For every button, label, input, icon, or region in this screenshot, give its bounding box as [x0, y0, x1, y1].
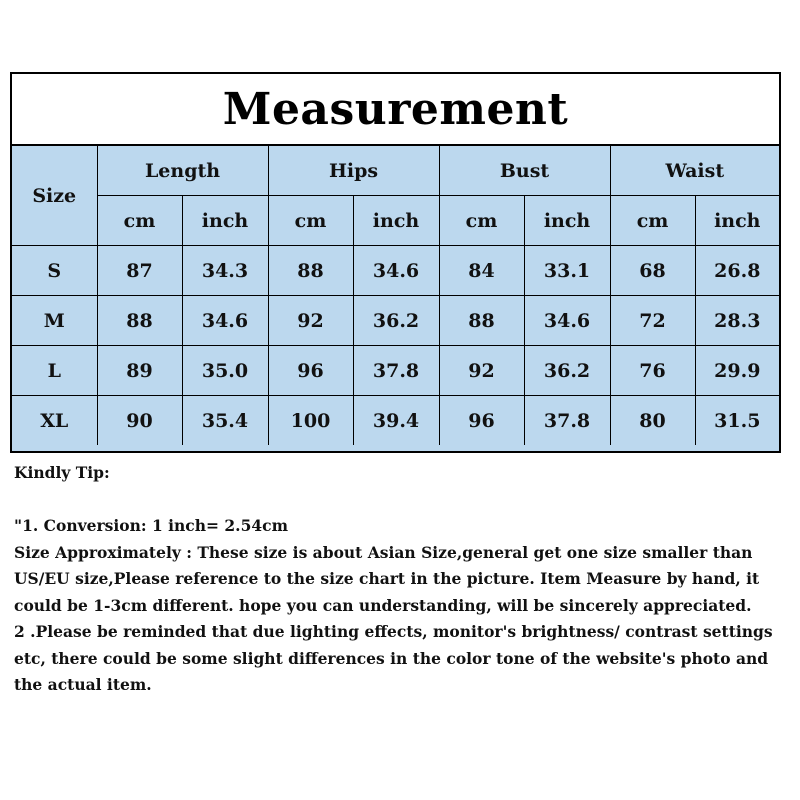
- table-cell: 36.2: [524, 346, 610, 396]
- group-header-waist: Waist: [610, 146, 779, 196]
- table-row: [12, 396, 779, 446]
- table-cell: 80: [610, 396, 695, 446]
- table-row: [12, 246, 779, 296]
- unit-header: inch: [524, 196, 610, 246]
- size-cell: XL: [12, 396, 97, 446]
- size-chart: [10, 72, 781, 453]
- table-cell: 31.5: [695, 396, 779, 446]
- table-cell: 28.3: [695, 296, 779, 346]
- table-cell: 100: [268, 396, 353, 446]
- table-cell: 37.8: [524, 396, 610, 446]
- group-header-row: [12, 146, 779, 196]
- table-cell: 34.6: [353, 246, 439, 296]
- table-cell: 76: [610, 346, 695, 396]
- measurement-table: [12, 146, 779, 445]
- unit-header: inch: [182, 196, 268, 246]
- group-header-hips: Hips: [268, 146, 439, 196]
- table-cell: 96: [268, 346, 353, 396]
- unit-header: cm: [439, 196, 524, 246]
- size-cell: M: [12, 296, 97, 346]
- table-row: [12, 346, 779, 396]
- table-cell: 72: [610, 296, 695, 346]
- table-cell: 34.3: [182, 246, 268, 296]
- kindly-tip: [14, 460, 784, 699]
- table-cell: 92: [439, 346, 524, 396]
- size-header: Size: [12, 146, 97, 246]
- table-cell: 33.1: [524, 246, 610, 296]
- table-cell: 96: [439, 396, 524, 446]
- table-cell: 29.9: [695, 346, 779, 396]
- unit-header: cm: [610, 196, 695, 246]
- table-cell: 37.8: [353, 346, 439, 396]
- table-cell: 90: [97, 396, 182, 446]
- table-cell: 84: [439, 246, 524, 296]
- table-cell: 88: [439, 296, 524, 346]
- table-cell: 88: [268, 246, 353, 296]
- table-cell: 35.4: [182, 396, 268, 446]
- table-cell: 92: [268, 296, 353, 346]
- table-cell: 68: [610, 246, 695, 296]
- group-header-bust: Bust: [439, 146, 610, 196]
- unit-header: inch: [695, 196, 779, 246]
- table-cell: 35.0: [182, 346, 268, 396]
- tip-heading: Kindly Tip:: [14, 463, 110, 482]
- table-cell: 88: [97, 296, 182, 346]
- table-cell: 87: [97, 246, 182, 296]
- group-header-length: Length: [97, 146, 268, 196]
- table-cell: 34.6: [182, 296, 268, 346]
- tip-color-note: 2 .Please be reminded that due lighting effects, monitor's brightness/ contrast settings etc, there could be some slight differences in the color tone of the website's photo and the actual item.: [14, 622, 773, 694]
- size-cell: S: [12, 246, 97, 296]
- table-cell: 34.6: [524, 296, 610, 346]
- unit-header: cm: [97, 196, 182, 246]
- unit-header-row: [12, 196, 779, 246]
- table-row: [12, 296, 779, 346]
- table-cell: 89: [97, 346, 182, 396]
- tip-spacer: [14, 487, 784, 514]
- table-cell: 26.8: [695, 246, 779, 296]
- tip-size-approximately: Size Approximately : These size is about Asian Size,general get one size smaller than US/EU size,Please reference to the size chart in the picture. Item Measure by hand, it could be 1-3cm different. hope you can understanding, will be sincerely appreciated.: [14, 542, 760, 615]
- size-cell: L: [12, 346, 97, 396]
- unit-header: inch: [353, 196, 439, 246]
- title-row: [12, 74, 779, 146]
- chart-title: Measurement: [222, 83, 569, 135]
- unit-header: cm: [268, 196, 353, 246]
- table-cell: 36.2: [353, 296, 439, 346]
- tip-conversion: "1. Conversion: 1 inch= 2.54cm: [14, 516, 288, 535]
- table-cell: 39.4: [353, 396, 439, 446]
